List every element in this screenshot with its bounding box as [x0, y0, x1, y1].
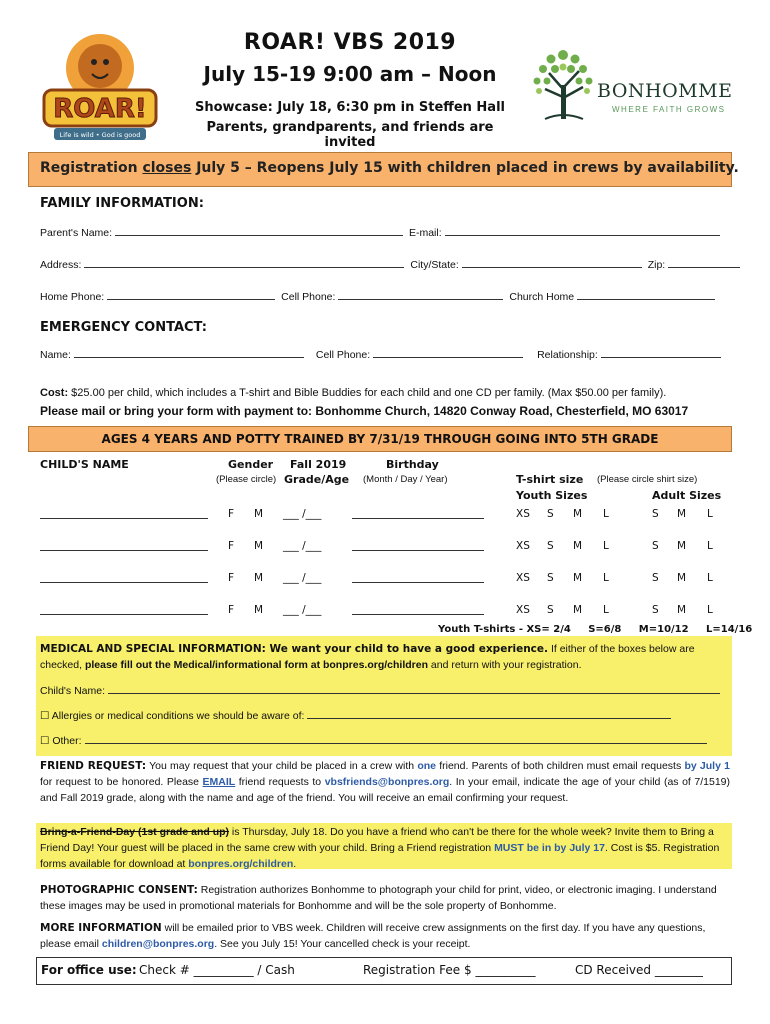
- page-title: ROAR! VBS 2019: [243, 30, 457, 55]
- home-phone-field[interactable]: [107, 289, 275, 300]
- birthday-note: (Month / Day / Year): [363, 474, 448, 485]
- youth-size-s[interactable]: S: [547, 540, 554, 552]
- adult-size-l[interactable]: L: [707, 572, 713, 584]
- emergency-name-field[interactable]: [74, 347, 304, 358]
- cell-phone-field[interactable]: [338, 289, 503, 300]
- adult-size-l[interactable]: L: [707, 508, 713, 520]
- invited-info: Parents, grandparents, and friends are invited: [206, 120, 494, 150]
- office-use-box: [36, 957, 732, 985]
- grade-age-field[interactable]: ___ /___: [283, 572, 322, 584]
- gender-option-m[interactable]: M: [254, 508, 264, 520]
- youth-size-m[interactable]: M: [573, 572, 583, 584]
- address-row: Address: City/State: Zip:: [40, 257, 730, 271]
- roar-vbs-logo: [40, 28, 160, 143]
- emergency-row: Name: Cell Phone: Relationship:: [40, 347, 730, 361]
- gender-note: (Please circle): [216, 474, 277, 485]
- family-heading: FAMILY INFORMATION:: [40, 196, 204, 211]
- child-row: [40, 604, 730, 618]
- youth-size-s[interactable]: S: [547, 508, 554, 520]
- adult-size-l[interactable]: L: [707, 604, 713, 616]
- youth-size-key: Youth T-shirts - XS= 2/4 S=6/8 M=10/12 L=14/16: [438, 624, 753, 635]
- child-name-field[interactable]: [40, 540, 208, 551]
- adult-size-l[interactable]: L: [707, 540, 713, 552]
- roar-logo-text: ROAR!: [53, 94, 147, 124]
- tree-icon: [525, 45, 603, 123]
- emergency-heading: EMERGENCY CONTACT:: [40, 320, 207, 335]
- phone-row: Home Phone: Cell Phone: Church Home: [40, 289, 730, 303]
- photo-consent: PHOTOGRAPHIC CONSENT: Registration authorizes Bonhomme to photograph your child for print, video, or electronic imaging. I understand these images may be used in promotional materials for Bonhomme and will be the sole property of Bonhomme.: [40, 884, 717, 912]
- child-name-field[interactable]: [40, 604, 208, 615]
- youth-size-l[interactable]: L: [603, 572, 609, 584]
- child-name-field[interactable]: [40, 508, 208, 519]
- gender-header: Gender: [228, 458, 274, 471]
- adult-size-s[interactable]: S: [652, 540, 659, 552]
- other-row: [40, 733, 730, 747]
- more-info: MORE INFORMATION will be emailed prior to VBS week. Children will receive crew assignments on the first day. If you have any questions, please email children@bonpres.org. See you July 15! Your cancelled check is your receipt.: [40, 922, 706, 950]
- youth-size-xs[interactable]: XS: [516, 540, 530, 552]
- office-check: Check # __________ / Cash: [139, 963, 295, 977]
- friend-email-link[interactable]: vbsfriends@bonpres.org: [324, 776, 450, 788]
- adult-size-m[interactable]: M: [677, 508, 687, 520]
- youth-size-l[interactable]: L: [603, 508, 609, 520]
- relationship-field[interactable]: [601, 347, 721, 358]
- office-fee: Registration Fee $ __________: [363, 963, 536, 977]
- ages-banner-text: AGES 4 YEARS AND POTTY TRAINED BY 7/31/19 THROUGH GOING INTO 5TH GRADE: [101, 432, 659, 446]
- allergies-row: [40, 708, 730, 722]
- church-home-field[interactable]: [577, 289, 715, 300]
- fall-header: Fall 2019: [290, 458, 347, 471]
- child-name-header: CHILD'S NAME: [40, 458, 129, 471]
- roar-logo-tagline: Life is wild • God is good: [59, 131, 141, 139]
- other-checkbox[interactable]: ☐ Other:: [40, 735, 82, 747]
- birthday-field[interactable]: [352, 572, 484, 583]
- gender-option-f[interactable]: F: [228, 572, 235, 584]
- parent-email-row: Parent's Name: E-mail:: [40, 225, 730, 239]
- grade-age-field[interactable]: ___ /___: [283, 508, 322, 520]
- adult-size-s[interactable]: S: [652, 572, 659, 584]
- adult-sizes-header: Adult Sizes: [652, 489, 722, 502]
- allergies-checkbox[interactable]: ☐ Allergies or medical conditions we should be aware of:: [40, 710, 305, 722]
- youth-sizes-header: Youth Sizes: [516, 489, 588, 502]
- child-row: [40, 572, 730, 586]
- city-state-field[interactable]: [462, 257, 642, 268]
- birthday-field[interactable]: [352, 540, 484, 551]
- parent-name-field[interactable]: [115, 225, 403, 236]
- bring-friend-info: Bring-a-Friend-Day (1st grade and up) is Thursday, July 18. Do you have a friend who can't be there for the whole week? Invite them to Bring a Friend Day! Your guest will be placed in the same crew with your child. Bring a Friend registration MUST be in by July 17. Cost is $5. Registration forms available for download at bonpres.org/children.: [40, 826, 720, 870]
- birthday-field[interactable]: [352, 604, 484, 615]
- gender-option-f[interactable]: F: [228, 508, 235, 520]
- child-row: [40, 508, 730, 522]
- adult-size-m[interactable]: M: [677, 572, 687, 584]
- youth-size-m[interactable]: M: [573, 508, 583, 520]
- youth-size-l[interactable]: L: [603, 604, 609, 616]
- adult-size-m[interactable]: M: [677, 604, 687, 616]
- office-label: For office use:: [41, 963, 137, 977]
- church-name: BONHOMME: [597, 80, 733, 102]
- medical-child-row: Child's Name:: [40, 683, 730, 697]
- church-tagline: WHERE FAITH GROWS: [612, 105, 726, 114]
- download-link[interactable]: bonpres.org/children: [188, 858, 294, 870]
- youth-size-l[interactable]: L: [603, 540, 609, 552]
- zip-field[interactable]: [668, 257, 740, 268]
- children-email-link[interactable]: children@bonpres.org: [101, 938, 215, 950]
- adult-size-s[interactable]: S: [652, 508, 659, 520]
- allergies-field[interactable]: [307, 708, 671, 719]
- office-cd: CD Received ________: [575, 963, 703, 977]
- tshirt-header: T-shirt size: [516, 473, 584, 486]
- friend-request: FRIEND REQUEST: You may request that your child be placed in a crew with one friend. Parents of both children must email requests by July 1 for request to be honored. Please EMAIL friend requests to vbsfriends@bonpres.org. In your email, indicate the age of your child (as of 7/1519) and Fall 2019 grade, along with the name and age of the friend. You will receive an email confirming your request.: [40, 760, 730, 804]
- gender-option-f[interactable]: F: [228, 540, 235, 552]
- mail-info: Please mail or bring your form with payment to: Bonhomme Church, 14820 Conway Road, Chesterfield, MO 63017: [40, 404, 689, 418]
- emergency-phone-field[interactable]: [373, 347, 523, 358]
- email-link[interactable]: EMAIL: [202, 776, 236, 788]
- registration-notice: Registration closes July 5 – Reopens July 15 with children placed in crews by availability.: [40, 160, 739, 176]
- child-name-field[interactable]: [40, 572, 208, 583]
- gender-option-m[interactable]: M: [254, 572, 264, 584]
- gender-option-m[interactable]: M: [254, 604, 264, 616]
- email-field[interactable]: [445, 225, 720, 236]
- other-field[interactable]: [85, 733, 707, 744]
- grade-age-field[interactable]: ___ /___: [283, 604, 322, 616]
- medical-child-name-field[interactable]: [108, 683, 720, 694]
- grade-age-header: Grade/Age: [284, 473, 350, 486]
- adult-size-m[interactable]: M: [677, 540, 687, 552]
- event-dates: July 15-19 9:00 am – Noon: [203, 62, 497, 86]
- showcase-info: Showcase: July 18, 6:30 pm in Steffen Hall: [195, 100, 505, 115]
- youth-size-m[interactable]: M: [573, 604, 583, 616]
- grade-age-field[interactable]: ___ /___: [283, 540, 322, 552]
- birthday-header: Birthday: [386, 458, 439, 471]
- birthday-field[interactable]: [352, 508, 484, 519]
- address-field[interactable]: [84, 257, 404, 268]
- youth-size-xs[interactable]: XS: [516, 508, 530, 520]
- gender-option-f[interactable]: F: [228, 604, 235, 616]
- child-row: [40, 540, 730, 554]
- youth-size-xs[interactable]: XS: [516, 572, 530, 584]
- medical-intro: MEDICAL AND SPECIAL INFORMATION: We want your child to have a good experience. If either of the boxes below are checked, please fill out the Medical/informational form at bonpres.org/children and return with your registration.: [40, 643, 695, 671]
- gender-option-m[interactable]: M: [254, 540, 264, 552]
- youth-size-s[interactable]: S: [547, 572, 554, 584]
- youth-size-s[interactable]: S: [547, 604, 554, 616]
- youth-size-xs[interactable]: XS: [516, 604, 530, 616]
- youth-size-m[interactable]: M: [573, 540, 583, 552]
- cost-info: Cost: $25.00 per child, which includes a T-shirt and Bible Buddies for each child and one CD per family. (Max $50.00 per family).: [40, 387, 667, 399]
- tshirt-note: (Please circle shirt size): [597, 474, 698, 485]
- adult-size-s[interactable]: S: [652, 604, 659, 616]
